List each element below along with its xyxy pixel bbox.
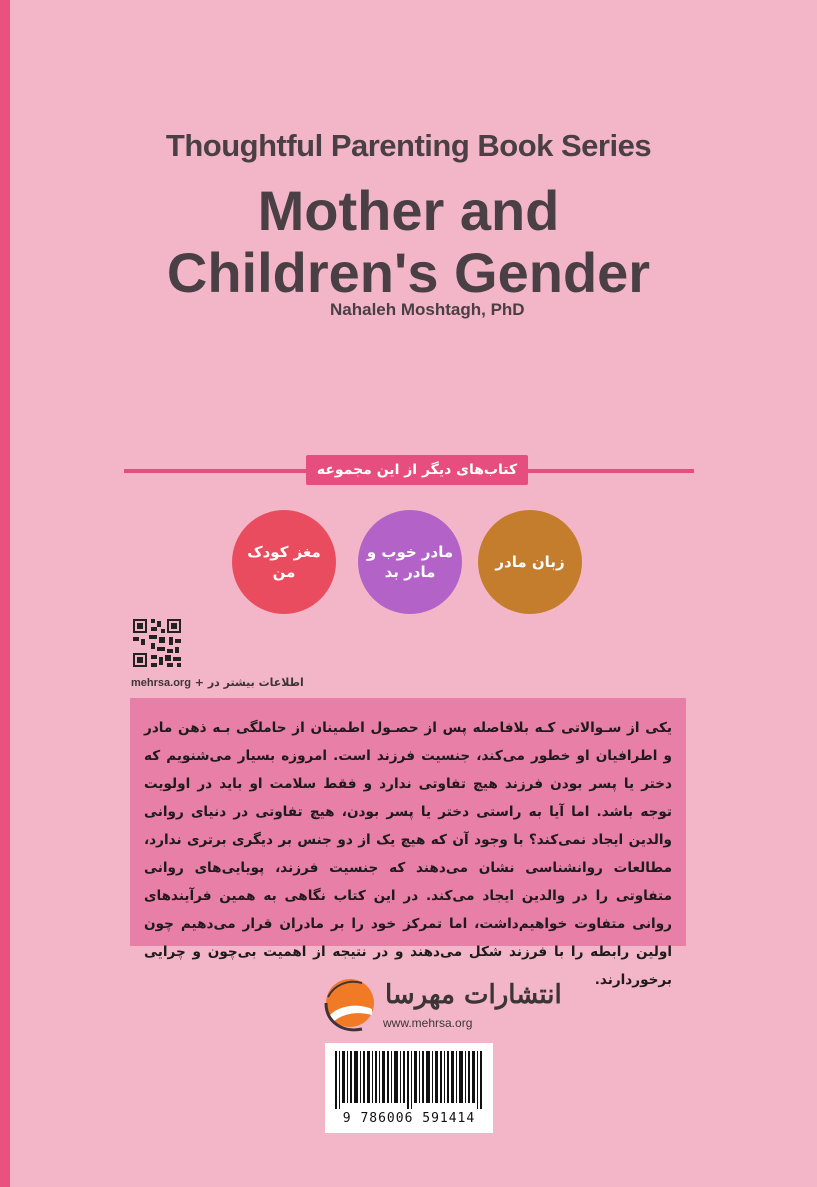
book-circle-mother-tongue <box>478 510 582 614</box>
qr-code-icon <box>131 617 183 669</box>
isbn-number: 9 786006 591414 <box>342 1111 476 1126</box>
book-circle-child-brain <box>232 510 336 614</box>
book-circle-label: زبان مادر <box>495 553 565 571</box>
publisher-logo-icon <box>318 975 378 1035</box>
publisher-name: انتشارات مهرسا <box>385 980 562 1010</box>
barcode <box>325 1043 493 1133</box>
series-title: Thoughtful Parenting Book Series <box>165 128 652 163</box>
book-title-line-2: Children's Gender <box>166 241 651 304</box>
book-circle-label: مغز کودک من <box>247 543 321 581</box>
publisher-website[interactable]: www.mehrsa.org <box>383 1016 473 1030</box>
more-info-prefix: + اطلاعات بیشتر در <box>194 676 304 689</box>
other-books-label: کتاب‌های دیگر از این مجموعه <box>306 455 528 485</box>
book-title <box>0 180 817 304</box>
description-text: یکی از سـوالاتی کـه بلافاصله پس از حصـول اطمینان از حاملگی بـه ذهن مادر و اطرافیان او خطور می‌کند، جنسیت فرزند است. امروزه بسیار می‌شنویم که دختر یا پسر بودن فرزند هیچ تفاوتی ندارد و فقط سلامت او باید در اولویت توجه باشد. اما آیا به راستی دختر یا پسر بودن، هیچ تفاوتی در دنیای روانی والدین ایجاد نمی‌کند؟ با وجود آن که هیچ یک از دو جنس بر دیگری برتری ندارد، مطالعات روانشناسی نشان می‌دهند که جنسیت فرزند، پویایی‌های روانی متفاوتی را در والدین ایجاد می‌کند. در این کتاب نگاهی به همین فرآیندهای روانی متفاوت خواهیم‌داشت، اما تمرکز خود را بر مادران قرار می‌دهیم چون اولین رابطه را با فرزند شکل می‌دهند و در نتیجه از اهمیت بی‌چون و چرایی برخوردارند. <box>144 720 672 988</box>
book-circle-label: مادر خوب و مادر بد <box>366 543 454 581</box>
more-info <box>131 676 304 689</box>
book-title-line-1: Mother and <box>257 179 560 242</box>
author-name: Nahaleh Moshtagh, PhD <box>330 300 525 319</box>
more-info-url[interactable]: mehrsa.org <box>131 677 191 689</box>
book-circle-good-bad-mother <box>358 510 462 614</box>
spine-stripe <box>0 0 10 1187</box>
description-box <box>130 698 686 988</box>
barcode-bars <box>335 1051 483 1109</box>
